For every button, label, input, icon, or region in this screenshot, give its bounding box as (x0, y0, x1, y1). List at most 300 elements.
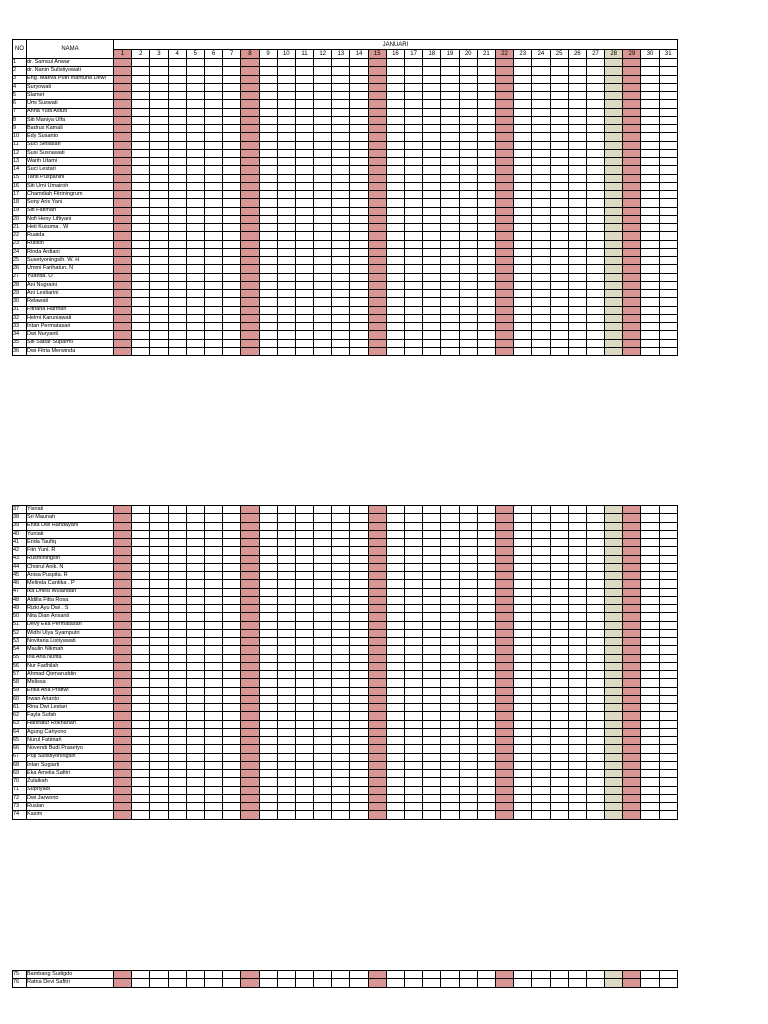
day-cell-27[interactable] (586, 83, 604, 91)
day-cell-21[interactable] (477, 257, 495, 265)
day-cell-3[interactable] (150, 100, 168, 108)
day-cell-13[interactable] (332, 265, 350, 273)
day-cell-10[interactable] (277, 704, 295, 712)
day-cell-22[interactable] (495, 971, 513, 979)
day-cell-9[interactable] (259, 141, 277, 149)
day-cell-12[interactable] (314, 539, 332, 547)
day-cell-7[interactable] (223, 182, 241, 190)
day-cell-22[interactable] (495, 794, 513, 802)
day-cell-22[interactable] (495, 347, 513, 355)
day-cell-25[interactable] (550, 803, 568, 811)
day-cell-20[interactable] (459, 811, 477, 819)
day-cell-16[interactable] (386, 704, 404, 712)
day-cell-4[interactable] (168, 149, 186, 157)
day-cell-14[interactable] (350, 778, 368, 786)
day-cell-20[interactable] (459, 314, 477, 322)
day-cell-15[interactable] (368, 572, 386, 580)
day-cell-14[interactable] (350, 265, 368, 273)
day-cell-16[interactable] (386, 232, 404, 240)
day-cell-12[interactable] (314, 547, 332, 555)
day-cell-1[interactable] (114, 712, 132, 720)
day-cell-29[interactable] (623, 174, 641, 182)
day-cell-20[interactable] (459, 737, 477, 745)
day-cell-2[interactable] (132, 646, 150, 654)
day-cell-17[interactable] (405, 182, 423, 190)
day-cell-30[interactable] (641, 629, 659, 637)
day-cell-9[interactable] (259, 182, 277, 190)
day-cell-23[interactable] (514, 506, 532, 514)
day-cell-18[interactable] (423, 753, 441, 761)
day-cell-31[interactable] (659, 265, 677, 273)
day-cell-13[interactable] (332, 979, 350, 987)
day-cell-30[interactable] (641, 539, 659, 547)
day-cell-20[interactable] (459, 240, 477, 248)
day-cell-18[interactable] (423, 580, 441, 588)
day-cell-18[interactable] (423, 116, 441, 124)
day-cell-24[interactable] (532, 281, 550, 289)
day-cell-28[interactable] (605, 339, 623, 347)
day-cell-28[interactable] (605, 166, 623, 174)
day-cell-29[interactable] (623, 971, 641, 979)
day-cell-6[interactable] (204, 753, 222, 761)
day-cell-16[interactable] (386, 563, 404, 571)
day-cell-4[interactable] (168, 555, 186, 563)
day-cell-8[interactable] (241, 580, 259, 588)
day-cell-5[interactable] (186, 506, 204, 514)
day-cell-11[interactable] (295, 704, 313, 712)
day-cell-26[interactable] (568, 555, 586, 563)
day-cell-23[interactable] (514, 331, 532, 339)
day-cell-15[interactable] (368, 629, 386, 637)
day-cell-7[interactable] (223, 224, 241, 232)
day-cell-17[interactable] (405, 207, 423, 215)
day-cell-10[interactable] (277, 580, 295, 588)
day-cell-26[interactable] (568, 224, 586, 232)
day-cell-11[interactable] (295, 588, 313, 596)
day-cell-8[interactable] (241, 191, 259, 199)
day-cell-13[interactable] (332, 224, 350, 232)
day-cell-21[interactable] (477, 588, 495, 596)
day-cell-15[interactable] (368, 547, 386, 555)
day-cell-3[interactable] (150, 265, 168, 273)
day-cell-31[interactable] (659, 141, 677, 149)
day-cell-26[interactable] (568, 92, 586, 100)
day-cell-6[interactable] (204, 737, 222, 745)
day-cell-24[interactable] (532, 638, 550, 646)
day-cell-23[interactable] (514, 704, 532, 712)
day-cell-29[interactable] (623, 67, 641, 75)
day-cell-21[interactable] (477, 530, 495, 538)
day-cell-1[interactable] (114, 547, 132, 555)
day-cell-18[interactable] (423, 92, 441, 100)
day-cell-15[interactable] (368, 621, 386, 629)
day-cell-27[interactable] (586, 778, 604, 786)
day-cell-16[interactable] (386, 207, 404, 215)
day-cell-18[interactable] (423, 339, 441, 347)
day-cell-15[interactable] (368, 539, 386, 547)
day-cell-2[interactable] (132, 83, 150, 91)
day-cell-11[interactable] (295, 108, 313, 116)
day-cell-22[interactable] (495, 290, 513, 298)
day-cell-18[interactable] (423, 728, 441, 736)
day-cell-4[interactable] (168, 687, 186, 695)
day-cell-22[interactable] (495, 298, 513, 306)
day-cell-1[interactable] (114, 737, 132, 745)
day-cell-21[interactable] (477, 232, 495, 240)
day-cell-4[interactable] (168, 580, 186, 588)
day-cell-20[interactable] (459, 166, 477, 174)
day-cell-2[interactable] (132, 182, 150, 190)
day-cell-1[interactable] (114, 605, 132, 613)
day-cell-13[interactable] (332, 811, 350, 819)
day-cell-12[interactable] (314, 514, 332, 522)
day-cell-27[interactable] (586, 257, 604, 265)
day-cell-3[interactable] (150, 662, 168, 670)
day-cell-9[interactable] (259, 174, 277, 182)
day-cell-18[interactable] (423, 100, 441, 108)
day-cell-29[interactable] (623, 704, 641, 712)
day-cell-27[interactable] (586, 314, 604, 322)
day-cell-13[interactable] (332, 75, 350, 83)
day-cell-18[interactable] (423, 671, 441, 679)
day-cell-20[interactable] (459, 290, 477, 298)
day-cell-1[interactable] (114, 803, 132, 811)
day-cell-30[interactable] (641, 339, 659, 347)
day-cell-9[interactable] (259, 158, 277, 166)
day-cell-29[interactable] (623, 547, 641, 555)
day-cell-29[interactable] (623, 605, 641, 613)
day-cell-30[interactable] (641, 613, 659, 621)
day-cell-12[interactable] (314, 149, 332, 157)
day-cell-10[interactable] (277, 596, 295, 604)
day-cell-22[interactable] (495, 83, 513, 91)
day-cell-16[interactable] (386, 770, 404, 778)
day-cell-15[interactable] (368, 215, 386, 223)
day-cell-24[interactable] (532, 207, 550, 215)
day-cell-20[interactable] (459, 506, 477, 514)
day-cell-12[interactable] (314, 306, 332, 314)
day-cell-8[interactable] (241, 166, 259, 174)
day-cell-25[interactable] (550, 207, 568, 215)
day-cell-3[interactable] (150, 273, 168, 281)
day-cell-23[interactable] (514, 671, 532, 679)
day-cell-13[interactable] (332, 92, 350, 100)
day-cell-20[interactable] (459, 671, 477, 679)
day-cell-27[interactable] (586, 704, 604, 712)
day-cell-2[interactable] (132, 281, 150, 289)
day-cell-16[interactable] (386, 265, 404, 273)
day-cell-14[interactable] (350, 979, 368, 987)
day-cell-19[interactable] (441, 770, 459, 778)
day-cell-29[interactable] (623, 671, 641, 679)
day-cell-9[interactable] (259, 613, 277, 621)
day-cell-30[interactable] (641, 547, 659, 555)
day-cell-7[interactable] (223, 257, 241, 265)
day-cell-14[interactable] (350, 191, 368, 199)
day-cell-25[interactable] (550, 125, 568, 133)
day-cell-3[interactable] (150, 638, 168, 646)
day-cell-10[interactable] (277, 232, 295, 240)
day-cell-8[interactable] (241, 629, 259, 637)
day-cell-22[interactable] (495, 522, 513, 530)
day-cell-11[interactable] (295, 281, 313, 289)
day-cell-9[interactable] (259, 67, 277, 75)
day-cell-11[interactable] (295, 778, 313, 786)
day-cell-30[interactable] (641, 199, 659, 207)
day-cell-27[interactable] (586, 331, 604, 339)
day-cell-28[interactable] (605, 712, 623, 720)
day-cell-28[interactable] (605, 530, 623, 538)
day-cell-16[interactable] (386, 687, 404, 695)
day-cell-23[interactable] (514, 182, 532, 190)
day-cell-15[interactable] (368, 753, 386, 761)
day-cell-6[interactable] (204, 347, 222, 355)
day-cell-28[interactable] (605, 613, 623, 621)
day-cell-15[interactable] (368, 563, 386, 571)
day-cell-8[interactable] (241, 100, 259, 108)
day-cell-29[interactable] (623, 158, 641, 166)
day-cell-12[interactable] (314, 671, 332, 679)
day-cell-15[interactable] (368, 281, 386, 289)
day-cell-27[interactable] (586, 306, 604, 314)
day-cell-21[interactable] (477, 794, 495, 802)
day-cell-12[interactable] (314, 273, 332, 281)
day-cell-26[interactable] (568, 257, 586, 265)
day-cell-24[interactable] (532, 75, 550, 83)
day-cell-26[interactable] (568, 298, 586, 306)
day-cell-6[interactable] (204, 191, 222, 199)
day-cell-2[interactable] (132, 979, 150, 987)
day-cell-7[interactable] (223, 207, 241, 215)
day-cell-30[interactable] (641, 687, 659, 695)
day-cell-14[interactable] (350, 149, 368, 157)
day-cell-31[interactable] (659, 613, 677, 621)
day-cell-14[interactable] (350, 240, 368, 248)
day-cell-14[interactable] (350, 199, 368, 207)
day-cell-8[interactable] (241, 149, 259, 157)
day-cell-18[interactable] (423, 281, 441, 289)
day-cell-30[interactable] (641, 811, 659, 819)
day-cell-3[interactable] (150, 679, 168, 687)
day-cell-13[interactable] (332, 679, 350, 687)
day-cell-5[interactable] (186, 191, 204, 199)
day-cell-5[interactable] (186, 704, 204, 712)
day-cell-22[interactable] (495, 613, 513, 621)
day-cell-23[interactable] (514, 191, 532, 199)
day-cell-3[interactable] (150, 613, 168, 621)
day-cell-18[interactable] (423, 621, 441, 629)
day-cell-9[interactable] (259, 290, 277, 298)
day-cell-21[interactable] (477, 207, 495, 215)
day-cell-6[interactable] (204, 679, 222, 687)
day-cell-3[interactable] (150, 314, 168, 322)
day-cell-23[interactable] (514, 514, 532, 522)
day-cell-1[interactable] (114, 224, 132, 232)
day-cell-8[interactable] (241, 108, 259, 116)
day-cell-8[interactable] (241, 778, 259, 786)
day-cell-31[interactable] (659, 257, 677, 265)
day-cell-16[interactable] (386, 580, 404, 588)
day-cell-4[interactable] (168, 506, 186, 514)
day-cell-13[interactable] (332, 671, 350, 679)
day-cell-5[interactable] (186, 530, 204, 538)
day-cell-6[interactable] (204, 281, 222, 289)
day-cell-17[interactable] (405, 141, 423, 149)
day-cell-6[interactable] (204, 166, 222, 174)
day-cell-22[interactable] (495, 215, 513, 223)
day-cell-10[interactable] (277, 720, 295, 728)
day-cell-5[interactable] (186, 613, 204, 621)
day-cell-24[interactable] (532, 125, 550, 133)
day-cell-30[interactable] (641, 59, 659, 67)
day-cell-1[interactable] (114, 687, 132, 695)
day-cell-22[interactable] (495, 638, 513, 646)
day-cell-12[interactable] (314, 174, 332, 182)
day-cell-8[interactable] (241, 273, 259, 281)
day-cell-21[interactable] (477, 572, 495, 580)
day-cell-17[interactable] (405, 539, 423, 547)
day-cell-11[interactable] (295, 761, 313, 769)
day-cell-22[interactable] (495, 141, 513, 149)
day-cell-31[interactable] (659, 347, 677, 355)
day-cell-24[interactable] (532, 174, 550, 182)
day-cell-19[interactable] (441, 331, 459, 339)
day-cell-13[interactable] (332, 191, 350, 199)
day-cell-21[interactable] (477, 712, 495, 720)
day-cell-13[interactable] (332, 100, 350, 108)
day-cell-21[interactable] (477, 753, 495, 761)
day-cell-31[interactable] (659, 166, 677, 174)
day-cell-9[interactable] (259, 59, 277, 67)
day-cell-3[interactable] (150, 971, 168, 979)
day-cell-30[interactable] (641, 133, 659, 141)
day-cell-15[interactable] (368, 794, 386, 802)
day-cell-7[interactable] (223, 547, 241, 555)
day-cell-10[interactable] (277, 306, 295, 314)
day-cell-31[interactable] (659, 753, 677, 761)
day-cell-26[interactable] (568, 331, 586, 339)
day-cell-3[interactable] (150, 979, 168, 987)
day-cell-25[interactable] (550, 240, 568, 248)
day-cell-20[interactable] (459, 232, 477, 240)
day-cell-16[interactable] (386, 514, 404, 522)
day-cell-20[interactable] (459, 539, 477, 547)
day-cell-15[interactable] (368, 224, 386, 232)
day-cell-1[interactable] (114, 514, 132, 522)
day-cell-19[interactable] (441, 613, 459, 621)
day-cell-31[interactable] (659, 605, 677, 613)
day-cell-20[interactable] (459, 712, 477, 720)
day-cell-1[interactable] (114, 257, 132, 265)
day-cell-2[interactable] (132, 728, 150, 736)
day-cell-18[interactable] (423, 588, 441, 596)
day-cell-8[interactable] (241, 662, 259, 670)
day-cell-21[interactable] (477, 728, 495, 736)
day-cell-26[interactable] (568, 712, 586, 720)
day-cell-27[interactable] (586, 514, 604, 522)
day-cell-8[interactable] (241, 728, 259, 736)
day-cell-26[interactable] (568, 745, 586, 753)
day-cell-13[interactable] (332, 580, 350, 588)
day-cell-24[interactable] (532, 547, 550, 555)
day-cell-5[interactable] (186, 778, 204, 786)
day-cell-9[interactable] (259, 679, 277, 687)
day-cell-22[interactable] (495, 761, 513, 769)
day-cell-31[interactable] (659, 654, 677, 662)
day-cell-16[interactable] (386, 191, 404, 199)
day-cell-11[interactable] (295, 149, 313, 157)
day-cell-25[interactable] (550, 141, 568, 149)
day-cell-24[interactable] (532, 314, 550, 322)
day-cell-15[interactable] (368, 704, 386, 712)
day-cell-22[interactable] (495, 728, 513, 736)
day-cell-26[interactable] (568, 580, 586, 588)
day-cell-26[interactable] (568, 613, 586, 621)
day-cell-30[interactable] (641, 116, 659, 124)
day-cell-11[interactable] (295, 803, 313, 811)
day-cell-11[interactable] (295, 158, 313, 166)
day-cell-9[interactable] (259, 745, 277, 753)
day-cell-30[interactable] (641, 257, 659, 265)
day-cell-31[interactable] (659, 621, 677, 629)
day-cell-17[interactable] (405, 778, 423, 786)
day-cell-27[interactable] (586, 720, 604, 728)
day-cell-12[interactable] (314, 298, 332, 306)
day-cell-27[interactable] (586, 59, 604, 67)
day-cell-10[interactable] (277, 174, 295, 182)
day-cell-20[interactable] (459, 248, 477, 256)
day-cell-14[interactable] (350, 803, 368, 811)
day-cell-17[interactable] (405, 347, 423, 355)
day-cell-24[interactable] (532, 596, 550, 604)
day-cell-8[interactable] (241, 174, 259, 182)
day-cell-16[interactable] (386, 720, 404, 728)
day-cell-27[interactable] (586, 613, 604, 621)
day-cell-26[interactable] (568, 265, 586, 273)
day-cell-19[interactable] (441, 588, 459, 596)
day-cell-5[interactable] (186, 215, 204, 223)
day-cell-15[interactable] (368, 191, 386, 199)
day-cell-22[interactable] (495, 712, 513, 720)
day-cell-23[interactable] (514, 199, 532, 207)
day-cell-7[interactable] (223, 563, 241, 571)
day-cell-7[interactable] (223, 530, 241, 538)
day-cell-11[interactable] (295, 116, 313, 124)
day-cell-8[interactable] (241, 786, 259, 794)
day-cell-23[interactable] (514, 108, 532, 116)
day-cell-5[interactable] (186, 116, 204, 124)
day-cell-29[interactable] (623, 786, 641, 794)
day-cell-18[interactable] (423, 737, 441, 745)
day-cell-18[interactable] (423, 347, 441, 355)
day-cell-26[interactable] (568, 761, 586, 769)
day-cell-28[interactable] (605, 770, 623, 778)
day-cell-13[interactable] (332, 514, 350, 522)
day-cell-13[interactable] (332, 298, 350, 306)
day-cell-11[interactable] (295, 621, 313, 629)
day-cell-14[interactable] (350, 306, 368, 314)
day-cell-15[interactable] (368, 199, 386, 207)
day-cell-5[interactable] (186, 306, 204, 314)
day-cell-9[interactable] (259, 803, 277, 811)
day-cell-16[interactable] (386, 257, 404, 265)
day-cell-30[interactable] (641, 248, 659, 256)
day-cell-11[interactable] (295, 613, 313, 621)
day-cell-28[interactable] (605, 654, 623, 662)
day-cell-2[interactable] (132, 720, 150, 728)
day-cell-22[interactable] (495, 166, 513, 174)
day-cell-12[interactable] (314, 621, 332, 629)
